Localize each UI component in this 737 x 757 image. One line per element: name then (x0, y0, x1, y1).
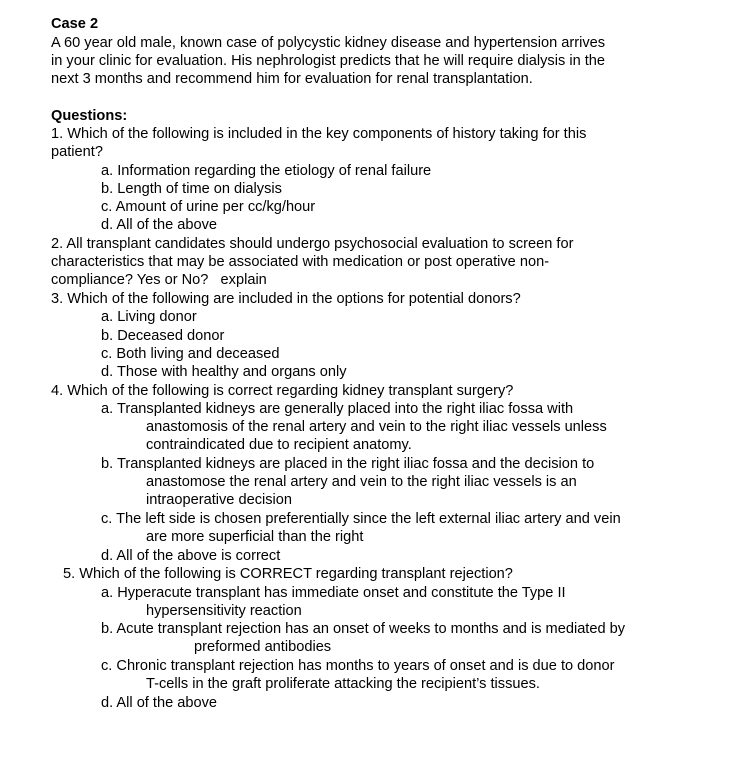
intro-line: next 3 months and recommend him for evaluation for renal transplantation. (51, 71, 533, 87)
option-d: d. Those with healthy and organs only (101, 364, 347, 380)
questions-heading: Questions: (51, 108, 128, 124)
option-a-cont: anastomosis of the renal artery and vein to the right iliac vessels unless (146, 419, 607, 435)
option-c: c. The left side is chosen preferentially since the left external iliac artery and vein (101, 511, 621, 527)
case-title: Case 2 (51, 16, 99, 32)
option-a-cont: contraindicated due to recipient anatomy. (146, 437, 412, 453)
question-stem: compliance? Yes or No? explain (51, 272, 267, 288)
option-a-cont: hypersensitivity reaction (146, 603, 302, 619)
question-stem: 5. Which of the following is CORRECT regarding transplant rejection? (63, 566, 513, 582)
option-b: b. Length of time on dialysis (101, 181, 282, 197)
option-a: a. Information regarding the etiology of renal failure (101, 163, 432, 179)
option-d: d. All of the above (101, 217, 218, 233)
option-b: b. Acute transplant rejection has an onset of weeks to months and is mediated by (101, 621, 626, 637)
option-a: a. Transplanted kidneys are generally placed into the right iliac fossa with (101, 401, 574, 417)
intro-line: A 60 year old male, known case of polycystic kidney disease and hypertension arrives (51, 35, 606, 51)
option-c: c. Both living and deceased (101, 346, 280, 362)
question-stem: 2. All transplant candidates should undergo psychosocial evaluation to screen for (51, 236, 574, 252)
intro-line: in your clinic for evaluation. His nephrologist predicts that he will require dialysis in the (51, 53, 606, 69)
option-b: b. Deceased donor (101, 328, 225, 344)
option-b: b. Transplanted kidneys are placed in the right iliac fossa and the decision to (101, 456, 595, 472)
question-stem: 3. Which of the following are included in the options for potential donors? (51, 291, 521, 307)
option-c-cont: are more superficial than the right (146, 529, 364, 545)
question-stem: patient? (51, 144, 103, 160)
option-b-cont: preformed antibodies (194, 639, 332, 655)
option-d: d. All of the above is correct (101, 548, 281, 564)
option-b-cont: anastomose the renal artery and vein to the right iliac vessels is an (146, 474, 577, 490)
question-stem: 1. Which of the following is included in the key components of history taking for this (51, 126, 587, 142)
option-a: a. Living donor (101, 309, 197, 325)
option-c: c. Chronic transplant rejection has months to years of onset and is due to donor (101, 658, 615, 674)
option-b-cont: intraoperative decision (146, 492, 293, 508)
question-stem: 4. Which of the following is correct regarding kidney transplant surgery? (51, 383, 514, 399)
question-stem: characteristics that may be associated with medication or post operative non- (51, 254, 550, 270)
option-c: c. Amount of urine per cc/kg/hour (101, 199, 316, 215)
option-a: a. Hyperacute transplant has immediate onset and constitute the Type II (101, 585, 566, 601)
option-c-cont: T-cells in the graft proliferate attacking the recipient’s tissues. (146, 676, 540, 692)
option-d: d. All of the above (101, 695, 218, 711)
